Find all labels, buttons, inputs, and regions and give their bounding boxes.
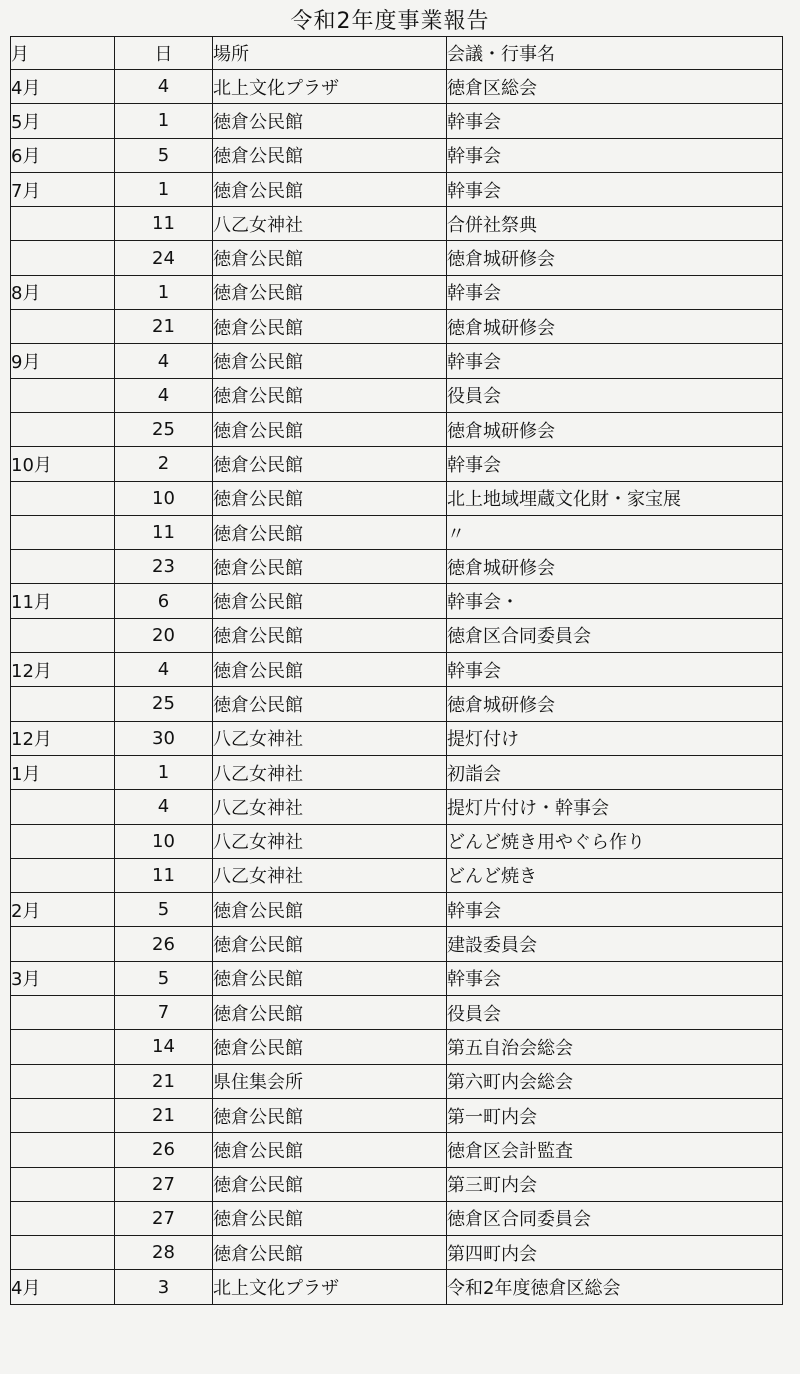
month-cell: 5月 [11,104,115,138]
table-row [11,481,783,515]
place-cell: 徳倉公民館 [213,447,447,481]
month-cell [11,618,115,652]
place-cell: 徳倉公民館 [213,1167,447,1201]
month-cell: 2月 [11,893,115,927]
event-cell: 幹事会 [447,138,783,172]
table-row [11,412,783,446]
month-cell [11,241,115,275]
day-cell: 25 [115,687,213,721]
day-cell: 11 [115,207,213,241]
table-row [11,207,783,241]
month-cell [11,1167,115,1201]
place-cell: 徳倉公民館 [213,138,447,172]
event-cell: 徳倉区合同委員会 [447,1201,783,1235]
day-cell: 20 [115,618,213,652]
day-cell: 11 [115,515,213,549]
place-cell: 八乙女神社 [213,858,447,892]
table-row [11,378,783,412]
month-cell [11,1201,115,1235]
place-cell: 徳倉公民館 [213,104,447,138]
day-cell: 4 [115,790,213,824]
day-cell: 3 [115,1270,213,1304]
day-cell: 26 [115,927,213,961]
place-cell: 徳倉公民館 [213,961,447,995]
month-cell [11,1098,115,1132]
table-row [11,447,783,481]
event-cell: 幹事会・ [447,584,783,618]
table-row [11,1201,783,1235]
table-row [11,687,783,721]
table-row [11,172,783,206]
event-cell: 〃 [447,515,783,549]
day-cell: 10 [115,824,213,858]
place-cell: 北上文化プラザ [213,1270,447,1304]
day-cell: 23 [115,550,213,584]
place-cell: 徳倉公民館 [213,412,447,446]
place-cell: 徳倉公民館 [213,687,447,721]
place-cell: 徳倉公民館 [213,1133,447,1167]
place-cell: 徳倉公民館 [213,1236,447,1270]
month-cell: 12月 [11,721,115,755]
month-cell [11,996,115,1030]
place-cell: 徳倉公民館 [213,893,447,927]
month-cell [11,207,115,241]
table-row [11,1167,783,1201]
table-row [11,275,783,309]
event-cell: 幹事会 [447,344,783,378]
event-cell: 徳倉区総会 [447,70,783,104]
event-cell: 幹事会 [447,447,783,481]
month-cell: 3月 [11,961,115,995]
month-cell [11,412,115,446]
table-row [11,996,783,1030]
day-cell: 11 [115,858,213,892]
table-row [11,1098,783,1132]
table-row [11,241,783,275]
day-cell: 21 [115,310,213,344]
place-cell: 徳倉公民館 [213,241,447,275]
place-cell: 徳倉公民館 [213,550,447,584]
day-cell: 4 [115,344,213,378]
day-cell: 27 [115,1167,213,1201]
day-cell: 10 [115,481,213,515]
page-title: 令和2年度事業報告 [290,9,490,34]
table-row [11,721,783,755]
table-row [11,893,783,927]
table-row [11,927,783,961]
event-cell: 幹事会 [447,172,783,206]
month-cell [11,824,115,858]
place-cell: 徳倉公民館 [213,1098,447,1132]
day-cell: 1 [115,275,213,309]
event-cell: 幹事会 [447,104,783,138]
place-cell: 徳倉公民館 [213,584,447,618]
place-cell: 八乙女神社 [213,721,447,755]
place-cell: 北上文化プラザ [213,70,447,104]
month-cell: 12月 [11,653,115,687]
event-cell: 徳倉城研修会 [447,241,783,275]
event-cell: 幹事会 [447,961,783,995]
event-cell: 徳倉区合同委員会 [447,618,783,652]
day-cell: 24 [115,241,213,275]
place-cell: 徳倉公民館 [213,1201,447,1235]
event-cell: 徳倉城研修会 [447,550,783,584]
table-row [11,1236,783,1270]
table-row [11,790,783,824]
event-cell: 幹事会 [447,653,783,687]
day-cell: 1 [115,755,213,789]
table-row [11,824,783,858]
table-row [11,550,783,584]
event-cell: 建設委員会 [447,927,783,961]
table-row [11,515,783,549]
month-cell: 6月 [11,138,115,172]
place-cell: 徳倉公民館 [213,378,447,412]
table-row [11,1064,783,1098]
day-cell: 5 [115,138,213,172]
place-cell: 八乙女神社 [213,755,447,789]
month-cell [11,515,115,549]
event-cell: 提灯付け [447,721,783,755]
place-cell: 徳倉公民館 [213,927,447,961]
day-cell: 5 [115,893,213,927]
month-cell: 4月 [11,70,115,104]
event-cell: 幹事会 [447,893,783,927]
event-cell: 役員会 [447,996,783,1030]
event-cell: 第一町内会 [447,1098,783,1132]
day-cell: 28 [115,1236,213,1270]
event-cell: 役員会 [447,378,783,412]
table-row [11,1270,783,1304]
event-cell: 幹事会 [447,275,783,309]
month-cell: 10月 [11,447,115,481]
table-row [11,755,783,789]
event-cell: 徳倉区会計監査 [447,1133,783,1167]
place-cell: 徳倉公民館 [213,653,447,687]
event-cell: どんど焼き [447,858,783,892]
month-cell: 11月 [11,584,115,618]
month-cell [11,550,115,584]
event-cell: 第三町内会 [447,1167,783,1201]
header-row [11,37,783,70]
event-cell: 令和2年度徳倉区総会 [447,1270,783,1304]
event-cell: 初詣会 [447,755,783,789]
day-cell: 26 [115,1133,213,1167]
day-cell: 4 [115,378,213,412]
day-cell: 21 [115,1064,213,1098]
event-cell: 第六町内会総会 [447,1064,783,1098]
month-cell [11,1030,115,1064]
table-row [11,653,783,687]
event-cell: 第五自治会総会 [447,1030,783,1064]
table-row [11,1133,783,1167]
table-row [11,584,783,618]
event-cell: 徳倉城研修会 [447,412,783,446]
place-cell: 徳倉公民館 [213,172,447,206]
day-cell: 5 [115,961,213,995]
event-cell: 提灯片付け・幹事会 [447,790,783,824]
place-cell: 徳倉公民館 [213,275,447,309]
event-cell: 北上地域埋蔵文化財・家宝展 [447,481,783,515]
event-cell: どんど焼き用やぐら作り [447,824,783,858]
month-cell [11,310,115,344]
day-cell: 7 [115,996,213,1030]
event-cell: 合併社祭典 [447,207,783,241]
header-event: 会議・行事名 [447,37,783,70]
header-day: 日 [115,37,213,70]
event-cell: 第四町内会 [447,1236,783,1270]
event-cell: 徳倉城研修会 [447,687,783,721]
place-cell: 徳倉公民館 [213,344,447,378]
report-table [10,36,783,1305]
table-row [11,138,783,172]
day-cell: 4 [115,70,213,104]
header-month: 月 [11,37,115,70]
day-cell: 1 [115,104,213,138]
place-cell: 八乙女神社 [213,824,447,858]
table-row [11,961,783,995]
month-cell [11,1236,115,1270]
place-cell: 徳倉公民館 [213,996,447,1030]
table-row [11,618,783,652]
place-cell: 徳倉公民館 [213,515,447,549]
place-cell: 八乙女神社 [213,790,447,824]
day-cell: 27 [115,1201,213,1235]
place-cell: 県住集会所 [213,1064,447,1098]
day-cell: 30 [115,721,213,755]
month-cell: 8月 [11,275,115,309]
place-cell: 徳倉公民館 [213,1030,447,1064]
month-cell [11,1133,115,1167]
month-cell [11,378,115,412]
day-cell: 25 [115,412,213,446]
header-place: 場所 [213,37,447,70]
day-cell: 4 [115,653,213,687]
day-cell: 2 [115,447,213,481]
table-row [11,310,783,344]
table-row [11,70,783,104]
month-cell: 1月 [11,755,115,789]
place-cell: 徳倉公民館 [213,618,447,652]
month-cell: 4月 [11,1270,115,1304]
day-cell: 6 [115,584,213,618]
month-cell [11,1064,115,1098]
event-cell: 徳倉城研修会 [447,310,783,344]
month-cell [11,687,115,721]
place-cell: 徳倉公民館 [213,481,447,515]
month-cell [11,858,115,892]
day-cell: 1 [115,172,213,206]
day-cell: 14 [115,1030,213,1064]
table-row [11,1030,783,1064]
table-row [11,344,783,378]
place-cell: 徳倉公民館 [213,310,447,344]
month-cell [11,927,115,961]
table-row [11,104,783,138]
month-cell: 7月 [11,172,115,206]
day-cell: 21 [115,1098,213,1132]
month-cell: 9月 [11,344,115,378]
month-cell [11,481,115,515]
place-cell: 八乙女神社 [213,207,447,241]
month-cell [11,790,115,824]
table-row [11,858,783,892]
